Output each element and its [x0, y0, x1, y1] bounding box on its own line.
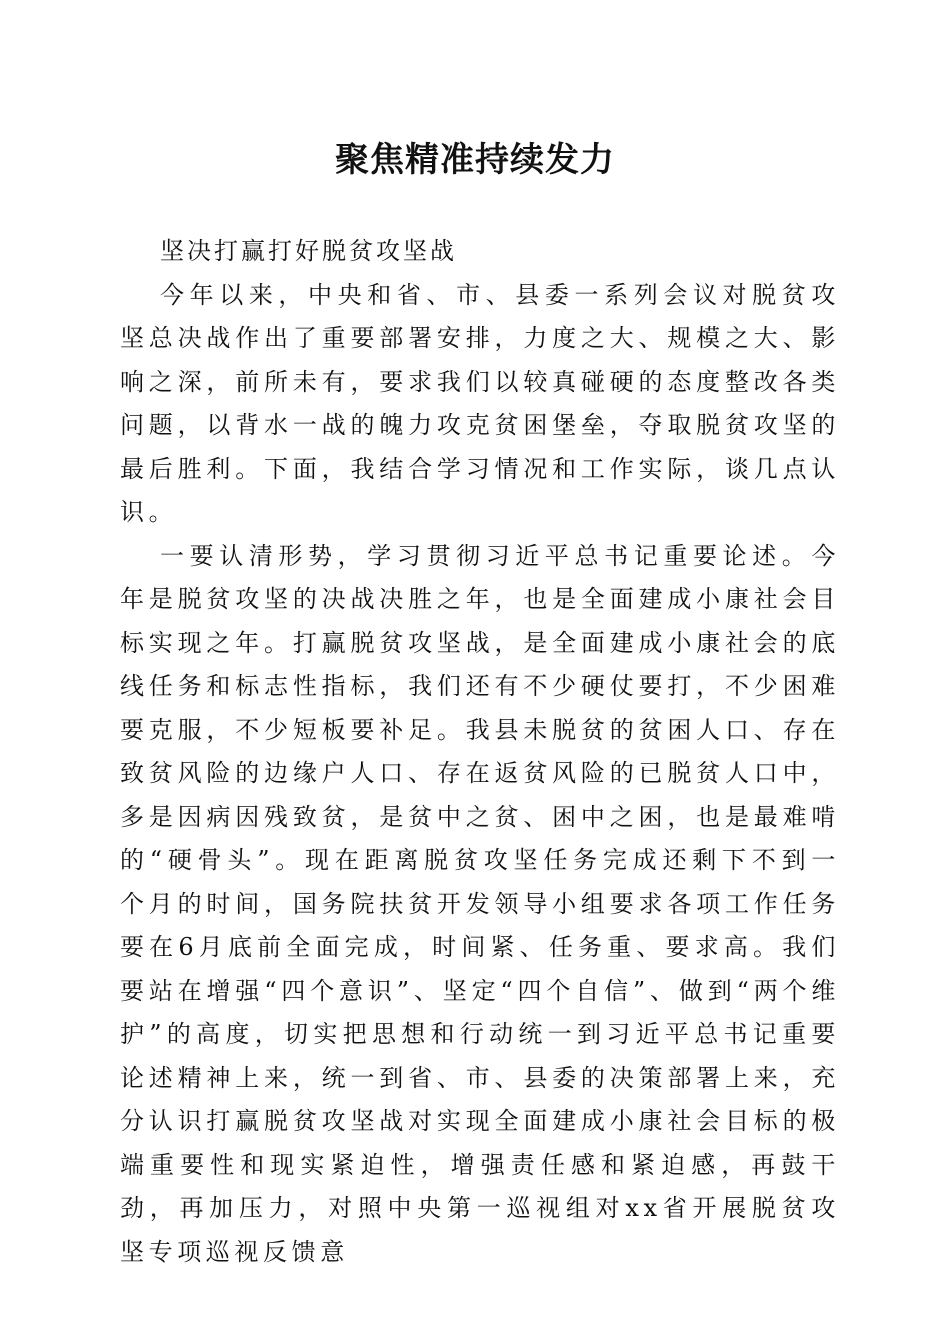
paragraph-intro: 今年以来，中央和省、市、县委一系列会议对脱贫攻坚总决战作出了重要部署安排，力度之大、规模之大、影响之深，前所未有，要求我们以较真碰硬的态度整改各类问题，以背水一战的魄力攻克贫困堡垒，夺取脱贫攻坚的最后胜利。下面，我结合学习情况和工作实际，谈几点认识。: [120, 280, 840, 526]
document-title: 聚焦精准持续发力: [335, 140, 615, 180]
document-subtitle: 坚决打赢打好脱贫攻坚战: [160, 237, 457, 265]
document-body: [120, 230, 840, 1274]
paragraph-situation: 一要认清形势，学习贯彻习近平总书记重要论述。今年是脱贫攻坚的决战决胜之年，也是全面建成小康社会目标实现之年。打赢脱贫攻坚战，是全面建成小康社会的底线任务和标志性指标，我们还有不少硬仗要打，不少困难要克服，不少短板要补足。我县未脱贫的贫困人口、存在致贫风险的边缘户人口、存在返贫风险的已脱贫人口中，多是因病因残致贫，是贫中之贫、困中之困，也是最难啃的“硬骨头”。现在距离脱贫攻坚任务完成还剩下不到一个月的时间，国务院扶贫开发领导小组要求各项工作任务要在6月底前全面完成，时间紧、任务重、要求高。我们要站在增强“四个意识”、坚定“四个自信”、做到“两个维护”的高度，切实把思想和行动统一到习近平总书记重要论述精神上来，统一到省、市、县委的决策部署上来，充分认识打赢脱贫攻坚战对实现全面建成小康社会目标的极端重要性和现实紧迫性，增强责任感和紧迫感，再鼓干劲，再加压力，对照中央第一巡视组对xx省开展脱贫攻坚专项巡视反馈意: [120, 541, 840, 1266]
